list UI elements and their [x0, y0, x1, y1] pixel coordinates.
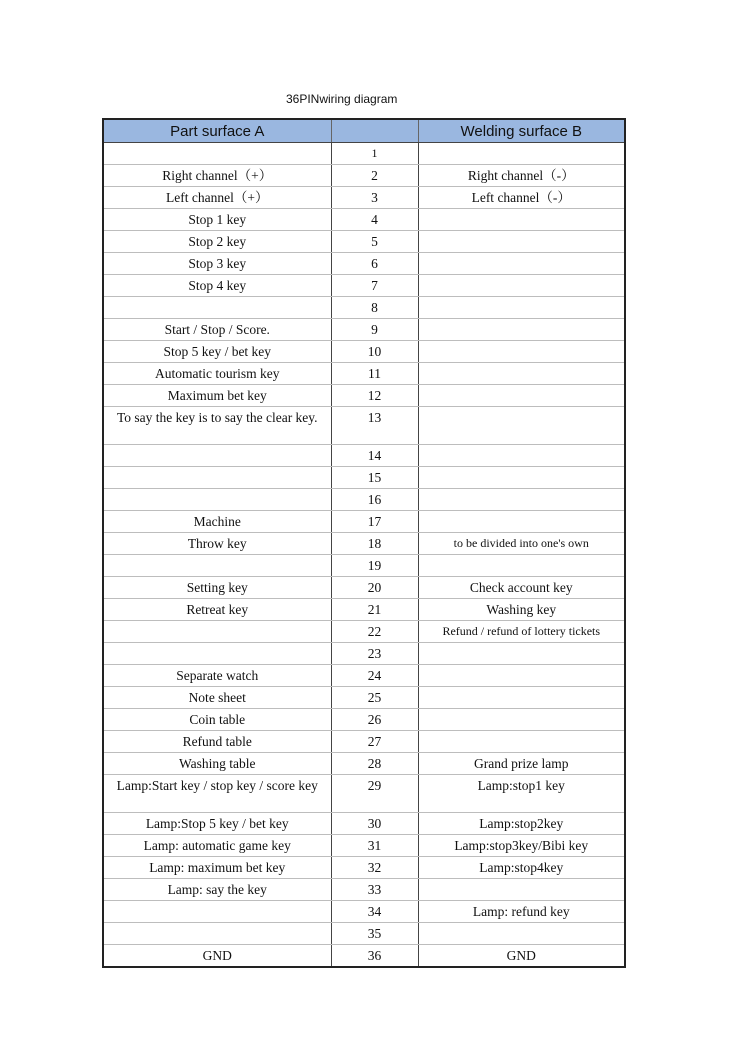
welding-surface-cell: [418, 231, 625, 253]
part-surface-cell: Automatic tourism key: [103, 363, 331, 385]
welding-surface-cell: [418, 275, 625, 297]
welding-surface-cell: [418, 687, 625, 709]
pin-number-cell: 5: [331, 231, 418, 253]
table-row: [103, 643, 625, 665]
table-header-row: [103, 119, 625, 143]
table-row: [103, 753, 625, 775]
table-row: [103, 879, 625, 901]
table-row: [103, 407, 625, 445]
table-row: [103, 621, 625, 643]
wiring-table: [102, 118, 626, 968]
pin-number-cell: 20: [331, 577, 418, 599]
part-surface-cell: [103, 467, 331, 489]
table-row: [103, 341, 625, 363]
table-row: [103, 835, 625, 857]
welding-surface-cell: [418, 143, 625, 165]
welding-surface-cell: [418, 297, 625, 319]
table-row: [103, 253, 625, 275]
pin-number-cell: 7: [331, 275, 418, 297]
welding-surface-cell: [418, 363, 625, 385]
document-title: 36PINwiring diagram: [286, 92, 398, 106]
welding-surface-cell: [418, 511, 625, 533]
table-row: [103, 363, 625, 385]
table-row: [103, 599, 625, 621]
table-row: [103, 709, 625, 731]
table-row: [103, 945, 625, 968]
pin-number-cell: 17: [331, 511, 418, 533]
welding-surface-cell: [418, 643, 625, 665]
part-surface-cell: Right channel（+）: [103, 165, 331, 187]
welding-surface-cell: [418, 445, 625, 467]
pin-number-cell: 3: [331, 187, 418, 209]
welding-surface-cell: Lamp: refund key: [418, 901, 625, 923]
welding-surface-cell: Lamp:stop2key: [418, 813, 625, 835]
table-row: [103, 923, 625, 945]
part-surface-cell: Left channel（+）: [103, 187, 331, 209]
welding-surface-cell: [418, 923, 625, 945]
part-surface-cell: Lamp: automatic game key: [103, 835, 331, 857]
part-surface-cell: Lamp:Stop 5 key / bet key: [103, 813, 331, 835]
welding-surface-cell: Grand prize lamp: [418, 753, 625, 775]
part-surface-cell: GND: [103, 945, 331, 968]
welding-surface-cell: Right channel（-）: [418, 165, 625, 187]
pin-number-cell: 2: [331, 165, 418, 187]
welding-surface-cell: [418, 341, 625, 363]
part-surface-cell: Separate watch: [103, 665, 331, 687]
table-row: [103, 275, 625, 297]
part-surface-cell: Machine: [103, 511, 331, 533]
pin-number-cell: 6: [331, 253, 418, 275]
pin-number-cell: 32: [331, 857, 418, 879]
pin-number-cell: 25: [331, 687, 418, 709]
welding-surface-cell: [418, 555, 625, 577]
welding-surface-cell: [418, 709, 625, 731]
pin-number-cell: 9: [331, 319, 418, 341]
part-surface-cell: [103, 901, 331, 923]
part-surface-cell: Stop 4 key: [103, 275, 331, 297]
pin-number-cell: 15: [331, 467, 418, 489]
pin-number-cell: 4: [331, 209, 418, 231]
part-surface-cell: [103, 143, 331, 165]
header-pin: [331, 119, 418, 143]
welding-surface-cell: to be divided into one's own: [418, 533, 625, 555]
table-row: [103, 731, 625, 753]
welding-surface-cell: [418, 407, 625, 445]
part-surface-cell: [103, 445, 331, 467]
table-row: [103, 511, 625, 533]
part-surface-cell: Coin table: [103, 709, 331, 731]
table-row: [103, 187, 625, 209]
part-surface-cell: Note sheet: [103, 687, 331, 709]
welding-surface-cell: Washing key: [418, 599, 625, 621]
table-row: [103, 857, 625, 879]
part-surface-cell: Stop 1 key: [103, 209, 331, 231]
table-row: [103, 319, 625, 341]
part-surface-cell: [103, 643, 331, 665]
pin-number-cell: 10: [331, 341, 418, 363]
part-surface-cell: Stop 2 key: [103, 231, 331, 253]
welding-surface-cell: [418, 879, 625, 901]
part-surface-cell: [103, 555, 331, 577]
pin-number-cell: 28: [331, 753, 418, 775]
table-row: [103, 901, 625, 923]
welding-surface-cell: Lamp:stop4key: [418, 857, 625, 879]
pin-number-cell: 34: [331, 901, 418, 923]
pin-number-cell: 22: [331, 621, 418, 643]
table-row: [103, 665, 625, 687]
header-welding-surface: Welding surface B: [418, 119, 625, 143]
part-surface-cell: Stop 5 key / bet key: [103, 341, 331, 363]
table-row: [103, 165, 625, 187]
table-row: [103, 385, 625, 407]
part-surface-cell: Start / Stop / Score.: [103, 319, 331, 341]
table-row: [103, 231, 625, 253]
part-surface-cell: Lamp: maximum bet key: [103, 857, 331, 879]
part-surface-cell: [103, 297, 331, 319]
table-row: [103, 143, 625, 165]
part-surface-cell: Retreat key: [103, 599, 331, 621]
pin-number-cell: 35: [331, 923, 418, 945]
pin-number-cell: 23: [331, 643, 418, 665]
part-surface-cell: Throw key: [103, 533, 331, 555]
pin-number-cell: 12: [331, 385, 418, 407]
pin-number-cell: 14: [331, 445, 418, 467]
table-row: [103, 489, 625, 511]
welding-surface-cell: [418, 467, 625, 489]
pin-number-cell: 18: [331, 533, 418, 555]
welding-surface-cell: Lamp:stop1 key: [418, 775, 625, 813]
part-surface-cell: Refund table: [103, 731, 331, 753]
pin-number-cell: 24: [331, 665, 418, 687]
pin-number-cell: 33: [331, 879, 418, 901]
welding-surface-cell: Refund / refund of lottery tickets: [418, 621, 625, 643]
table-row: [103, 577, 625, 599]
welding-surface-cell: Lamp:stop3key/Bibi key: [418, 835, 625, 857]
part-surface-cell: [103, 923, 331, 945]
welding-surface-cell: [418, 253, 625, 275]
table-row: [103, 445, 625, 467]
table-row: [103, 297, 625, 319]
pin-number-cell: 16: [331, 489, 418, 511]
table-row: [103, 209, 625, 231]
part-surface-cell: Washing table: [103, 753, 331, 775]
pin-number-cell: 19: [331, 555, 418, 577]
pin-number-cell: 26: [331, 709, 418, 731]
welding-surface-cell: Left channel（-）: [418, 187, 625, 209]
welding-surface-cell: [418, 731, 625, 753]
pin-number-cell: 30: [331, 813, 418, 835]
part-surface-cell: To say the key is to say the clear key.: [103, 407, 331, 445]
pin-number-cell: 1: [331, 143, 418, 165]
pin-number-cell: 29: [331, 775, 418, 813]
welding-surface-cell: [418, 665, 625, 687]
table-row: [103, 687, 625, 709]
part-surface-cell: [103, 489, 331, 511]
part-surface-cell: Setting key: [103, 577, 331, 599]
table-row: [103, 467, 625, 489]
table-row: [103, 775, 625, 813]
welding-surface-cell: [418, 209, 625, 231]
pin-number-cell: 31: [331, 835, 418, 857]
table-row: [103, 813, 625, 835]
welding-surface-cell: [418, 489, 625, 511]
pin-number-cell: 8: [331, 297, 418, 319]
part-surface-cell: Stop 3 key: [103, 253, 331, 275]
pin-number-cell: 21: [331, 599, 418, 621]
pin-number-cell: 27: [331, 731, 418, 753]
table-row: [103, 555, 625, 577]
welding-surface-cell: [418, 385, 625, 407]
welding-surface-cell: GND: [418, 945, 625, 968]
pin-number-cell: 36: [331, 945, 418, 968]
part-surface-cell: Lamp:Start key / stop key / score key: [103, 775, 331, 813]
welding-surface-cell: [418, 319, 625, 341]
pin-number-cell: 11: [331, 363, 418, 385]
table-row: [103, 533, 625, 555]
header-part-surface: Part surface A: [103, 119, 331, 143]
part-surface-cell: [103, 621, 331, 643]
part-surface-cell: Lamp: say the key: [103, 879, 331, 901]
pin-number-cell: 13: [331, 407, 418, 445]
welding-surface-cell: Check account key: [418, 577, 625, 599]
part-surface-cell: Maximum bet key: [103, 385, 331, 407]
